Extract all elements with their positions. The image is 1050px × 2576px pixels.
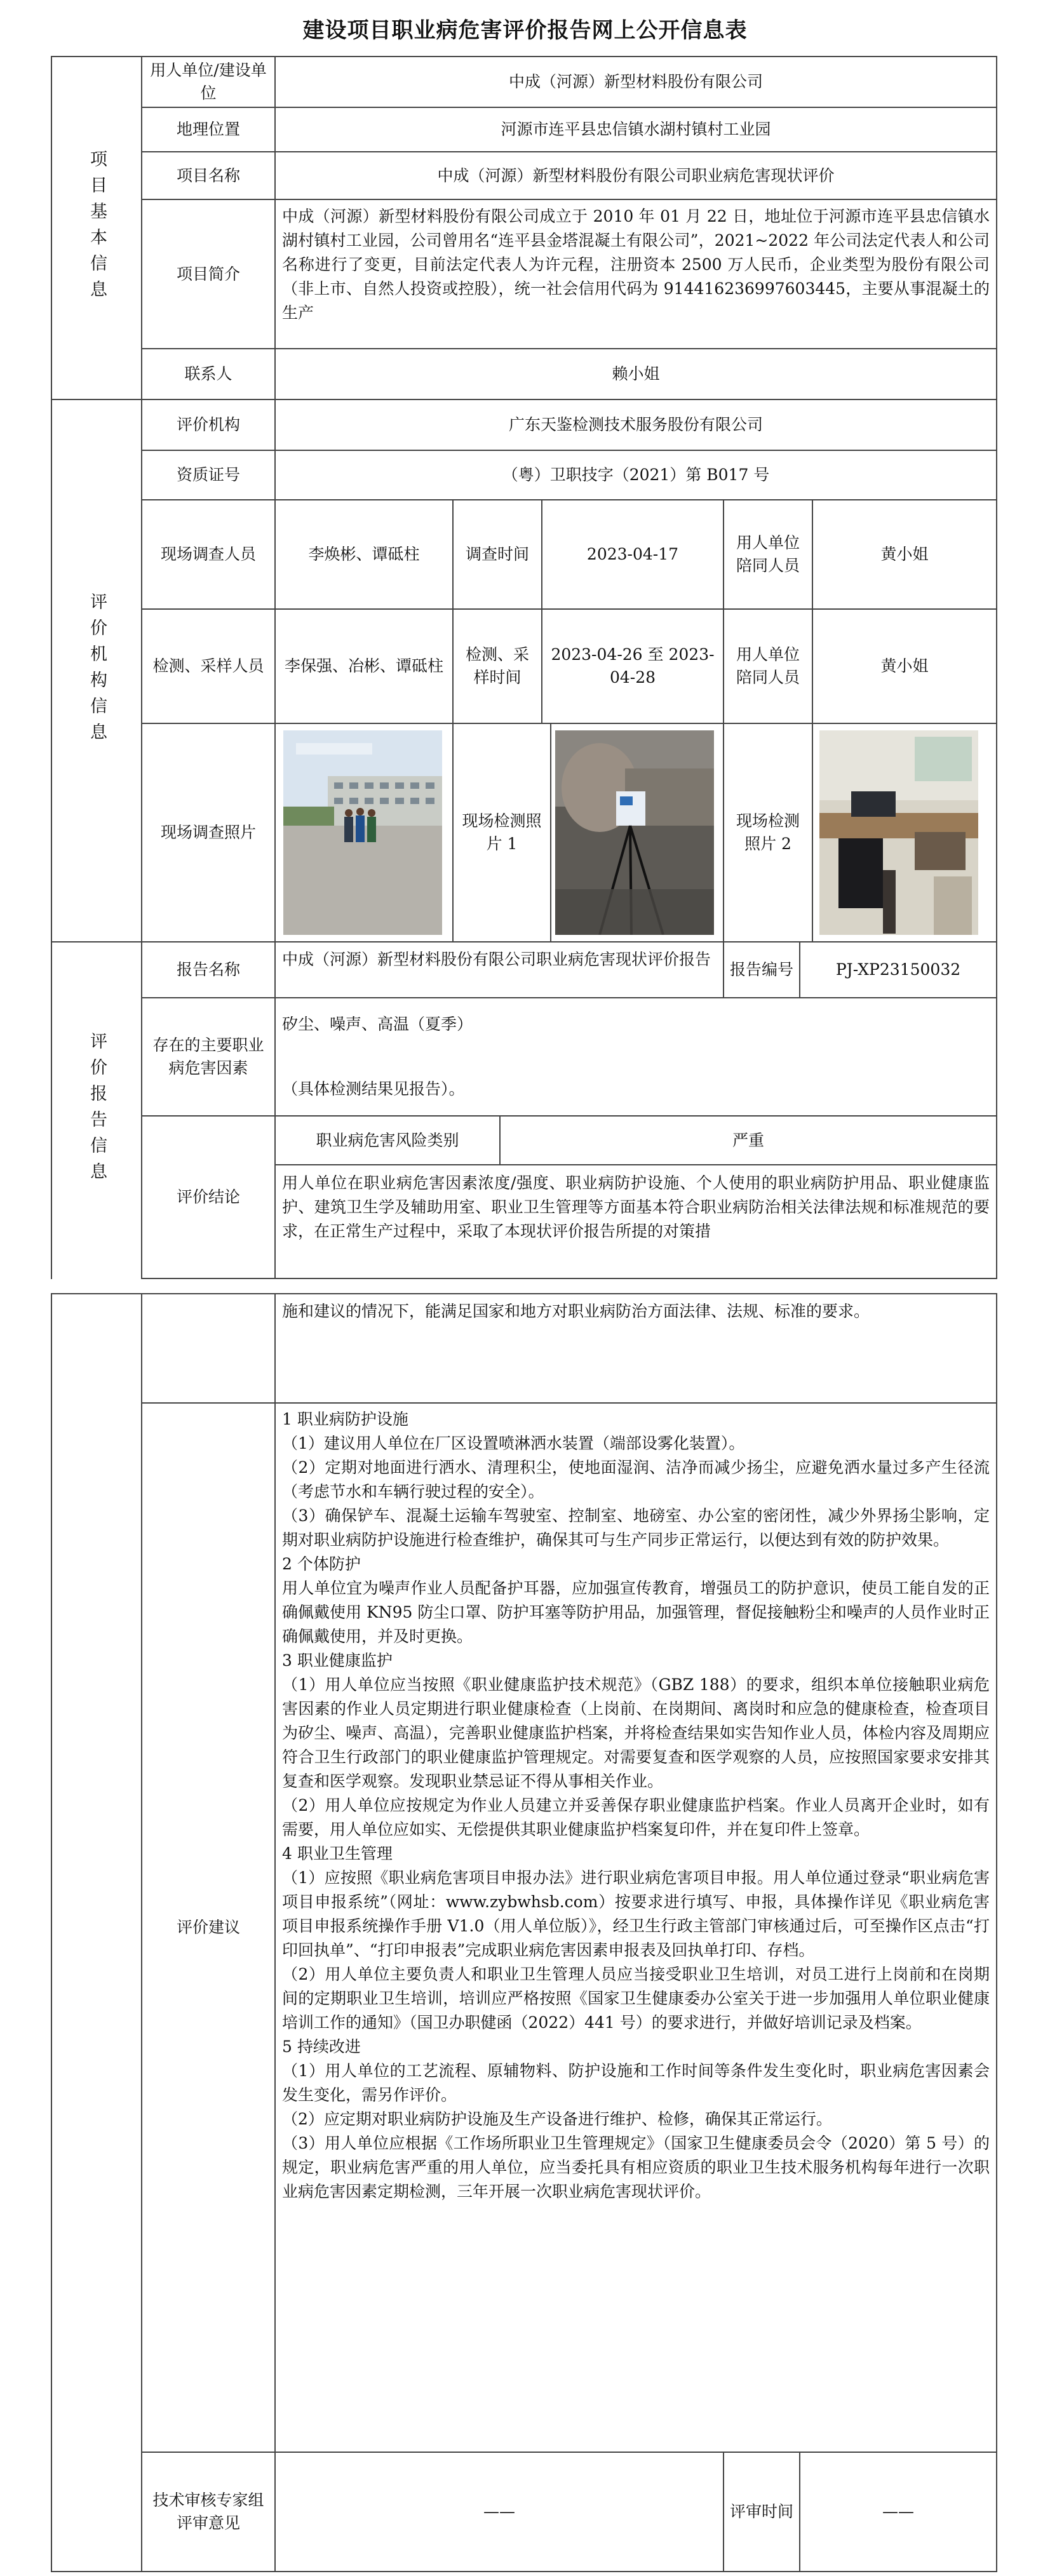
suggestion-paragraph: （1）建议用人单位在厂区设置喷淋洒水装置（端部设雾化装置）。 [282, 1434, 745, 1452]
conclusion-text-2: 施和建议的情况下，能满足国家和地方对职业病防治方面法律、法规、标准的要求。 [282, 1302, 870, 1320]
sampling-staff-label: 检测、采样人员 [152, 657, 264, 675]
suggestion-paragraph: （2）定期对地面进行洒水、清理积尘，使地面湿润、洁净而减少扬尘，应避免洒水量过多产生径流（考虑节水和车辆行驶过程的安全）。 [282, 1458, 990, 1501]
survey-accompany-label: 用人单位陪同人员 [736, 533, 800, 575]
agency-value: 广东天鉴检测技术服务股份有限公司 [508, 415, 763, 434]
factors-label: 存在的主要职业病危害因素 [152, 1036, 264, 1077]
section-project-label: 项目基本信息 [87, 150, 107, 306]
suggestion-paragraph: （1）应按照《职业病危害项目申报办法》进行职业病危害项目申报。用人单位通过登录“职业病危害项目申报系统”（网址：www.zybwhsb.com）按要求进行填写、申报，具体操作详见《职业病危害项目申报系统操作手册 V1.0（用人单位版）》，经卫生行政主管部门审核通过后，可至操作区点击“打印回执单”、“打印申报表”完成职业病危害因素申报表及回执单打印、存档。 [282, 1868, 990, 1959]
test-photo-2 [819, 730, 978, 935]
survey-staff-value: 李焕彬、谭砥柱 [308, 545, 420, 563]
suggestion-paragraph: （2）应定期对职业病防护设施及生产设备进行维护、检修，确保其正常运行。 [282, 2110, 832, 2128]
test-photo-1 [555, 730, 714, 935]
suggestion-heading: 5 持续改进 [282, 2037, 361, 2056]
survey-staff-label: 现场调查人员 [160, 545, 256, 563]
cert-label: 资质证号 [176, 466, 240, 484]
suggestion-paragraph: 用人单位宜为噪声作业人员配备护耳器，应加强宣传教育，增强员工的防护意识，使员工能自发的正确佩戴使用 KN95 防尘口罩、防护耳塞等防护用品，加强管理，督促接触粉尘和噪声的人员作业时正确佩戴使用，并及时更换。 [282, 1579, 990, 1646]
conclusion-text-1: 用人单位在职业病危害因素浓度/强度、职业病防护设施、个人使用的职业病防护用品、职业健康监护、建筑卫生学及辅助用室、职业卫生管理等方面基本符合职业病防治相关法律法规和标准规范的要求，在正常生产过程中，采取了本现状评价报告所提的对策措 [282, 1174, 990, 1240]
report-number-label: 报告编号 [729, 960, 793, 979]
sampling-accompany-value: 黄小姐 [880, 657, 929, 675]
report-number-value: PJ-XP23150032 [835, 960, 961, 979]
project-name-label: 项目名称 [176, 166, 240, 185]
section-agency-label: 评价机构信息 [87, 593, 107, 749]
survey-photo [283, 730, 442, 935]
section-report-label: 评价报告信息 [87, 1032, 107, 1188]
contact-value: 赖小姐 [612, 365, 660, 383]
expert-opinion: —— [483, 2502, 515, 2521]
survey-accompany-value: 黄小姐 [880, 545, 929, 563]
photo-survey-label: 现场调查照片 [160, 823, 256, 842]
survey-time-label: 调查时间 [465, 545, 529, 563]
report-name-value: 中成（河源）新型材料股份有限公司职业病危害现状评价报告 [282, 950, 711, 969]
survey-time-value: 2023-04-17 [586, 545, 679, 563]
suggestion-heading: 2 个体防护 [282, 1555, 361, 1573]
suggestion-paragraph: （3）用人单位应根据《工作场所职业卫生管理规定》（国家卫生健康委员会令（2020）第 5 号）的规定，职业病危害严重的用人单位，应当委托具有相应资质的职业卫生技术服务机构每年进行一次职业病危害因素定期检测，三年开展一次职业病危害现状评价。 [282, 2134, 990, 2201]
intro-label: 项目简介 [176, 264, 240, 283]
sampling-accompany-label: 用人单位陪同人员 [736, 645, 800, 687]
suggestion-paragraph: （1）用人单位的工艺流程、原辅物料、防护设施和工作时间等条件发生变化时，职业病危害因素会发生变化，需另作评价。 [282, 2062, 990, 2104]
photo-test2-label: 现场检测照片 2 [736, 812, 800, 853]
suggestion-heading: 1 职业病防护设施 [282, 1410, 408, 1428]
sampling-staff-value: 李保强、冶彬、谭砥柱 [284, 657, 443, 675]
location-value: 河源市连平县忠信镇水湖村镇村工业园 [501, 120, 771, 138]
suggestion-paragraph: （1）用人单位应当按照《职业健康监护技术规范》（GBZ 188）的要求，组织本单位接触职业病危害因素的作业人员定期进行职业健康检查（上岗前、在岗期间、离岗时和应急的健康检查，检查项目为矽尘、噪声、高温），完善职业健康监护档案，并将检查结果如实告知作业人员，体检内容及周期应符合卫生行政部门的职业健康监护管理规定。对需要复查和医学观察的人员，应按照国家要求安排其复查和医学观察。发现职业禁忌证不得从事相关作业。 [282, 1675, 990, 1790]
factors-note: （具体检测结果见报告）。 [282, 1080, 465, 1098]
sampling-time-value: 2023-04-26 至 2023-04-28 [551, 645, 715, 687]
factors-value: 矽尘、噪声、高温（夏季） [282, 1015, 473, 1033]
suggestion-heading: 3 职业健康监护 [282, 1651, 393, 1670]
employer-value: 中成（河源）新型材料股份有限公司 [508, 72, 763, 91]
cert-value: （粤）卫职技字（2021）第 B017 号 [502, 466, 770, 484]
risk-value: 严重 [732, 1130, 764, 1150]
risk-label: 职业病危害风险类别 [316, 1130, 459, 1150]
suggestion-paragraph: （2）用人单位应按规定为作业人员建立并妥善保存职业健康监护档案。作业人员离开企业时，如有需要，用人单位应如实、无偿提供其职业健康监护档案复印件，并在复印件上签章。 [282, 1796, 990, 1839]
review-time-value: —— [882, 2502, 914, 2521]
report-name-label: 报告名称 [176, 960, 240, 979]
suggestion-list [276, 1406, 996, 2450]
sampling-time-label: 检测、采样时间 [465, 645, 529, 687]
intro-text: 中成（河源）新型材料股份有限公司成立于 2010 年 01 月 22 日，地址位于河源市连平县忠信镇水湖村镇村工业园，公司曾用名“连平县金塔混凝土有限公司”，2021~2022 年公司法定代表人和公司名称进行了变更，目前法定代表人为许元程，注册资本 2500 万人民币，企业类型为股份有限公司（非上市、自然人投资或控股），统一社会信用代码为 914416236997603445，主要从事混凝土的生产 [282, 207, 990, 322]
suggest-label: 评价建议 [176, 1918, 240, 1936]
suggestion-paragraph: （3）确保铲车、混凝土运输车驾驶室、控制室、地磅室、办公室的密闭性，减少外界扬尘影响，定期对职业病防护设施进行检查维护，确保其可与生产同步正常运行，以便达到有效的防护效果。 [282, 1506, 990, 1549]
conclusion-label: 评价结论 [176, 1188, 240, 1206]
project-name-value: 中成（河源）新型材料股份有限公司职业病危害现状评价 [437, 166, 835, 185]
photo-test1-label: 现场检测照片 1 [462, 812, 542, 853]
employer-label: 用人单位/建设单位 [150, 61, 267, 102]
location-label: 地理位置 [176, 120, 240, 138]
expert-label: 技术审核专家组评审意见 [152, 2491, 264, 2532]
contact-label: 联系人 [184, 365, 232, 383]
suggestion-heading: 4 职业卫生管理 [282, 1844, 393, 1863]
review-time-label: 评审时间 [729, 2502, 793, 2521]
agency-label: 评价机构 [176, 415, 240, 434]
suggestion-paragraph: （2）用人单位主要负责人和职业卫生管理人员应当接受职业卫生培训，对员工进行上岗前和在岗期间的定期职业卫生培训，培训应严格按照《国家卫生健康委办公室关于进一步加强用人单位职业健康培训工作的通知》（国卫办职健函（2022）441 号）的要求进行，并做好培训记录及档案。 [282, 1965, 990, 2032]
page-title: 建设项目职业病危害评价报告网上公开信息表 [302, 17, 748, 43]
